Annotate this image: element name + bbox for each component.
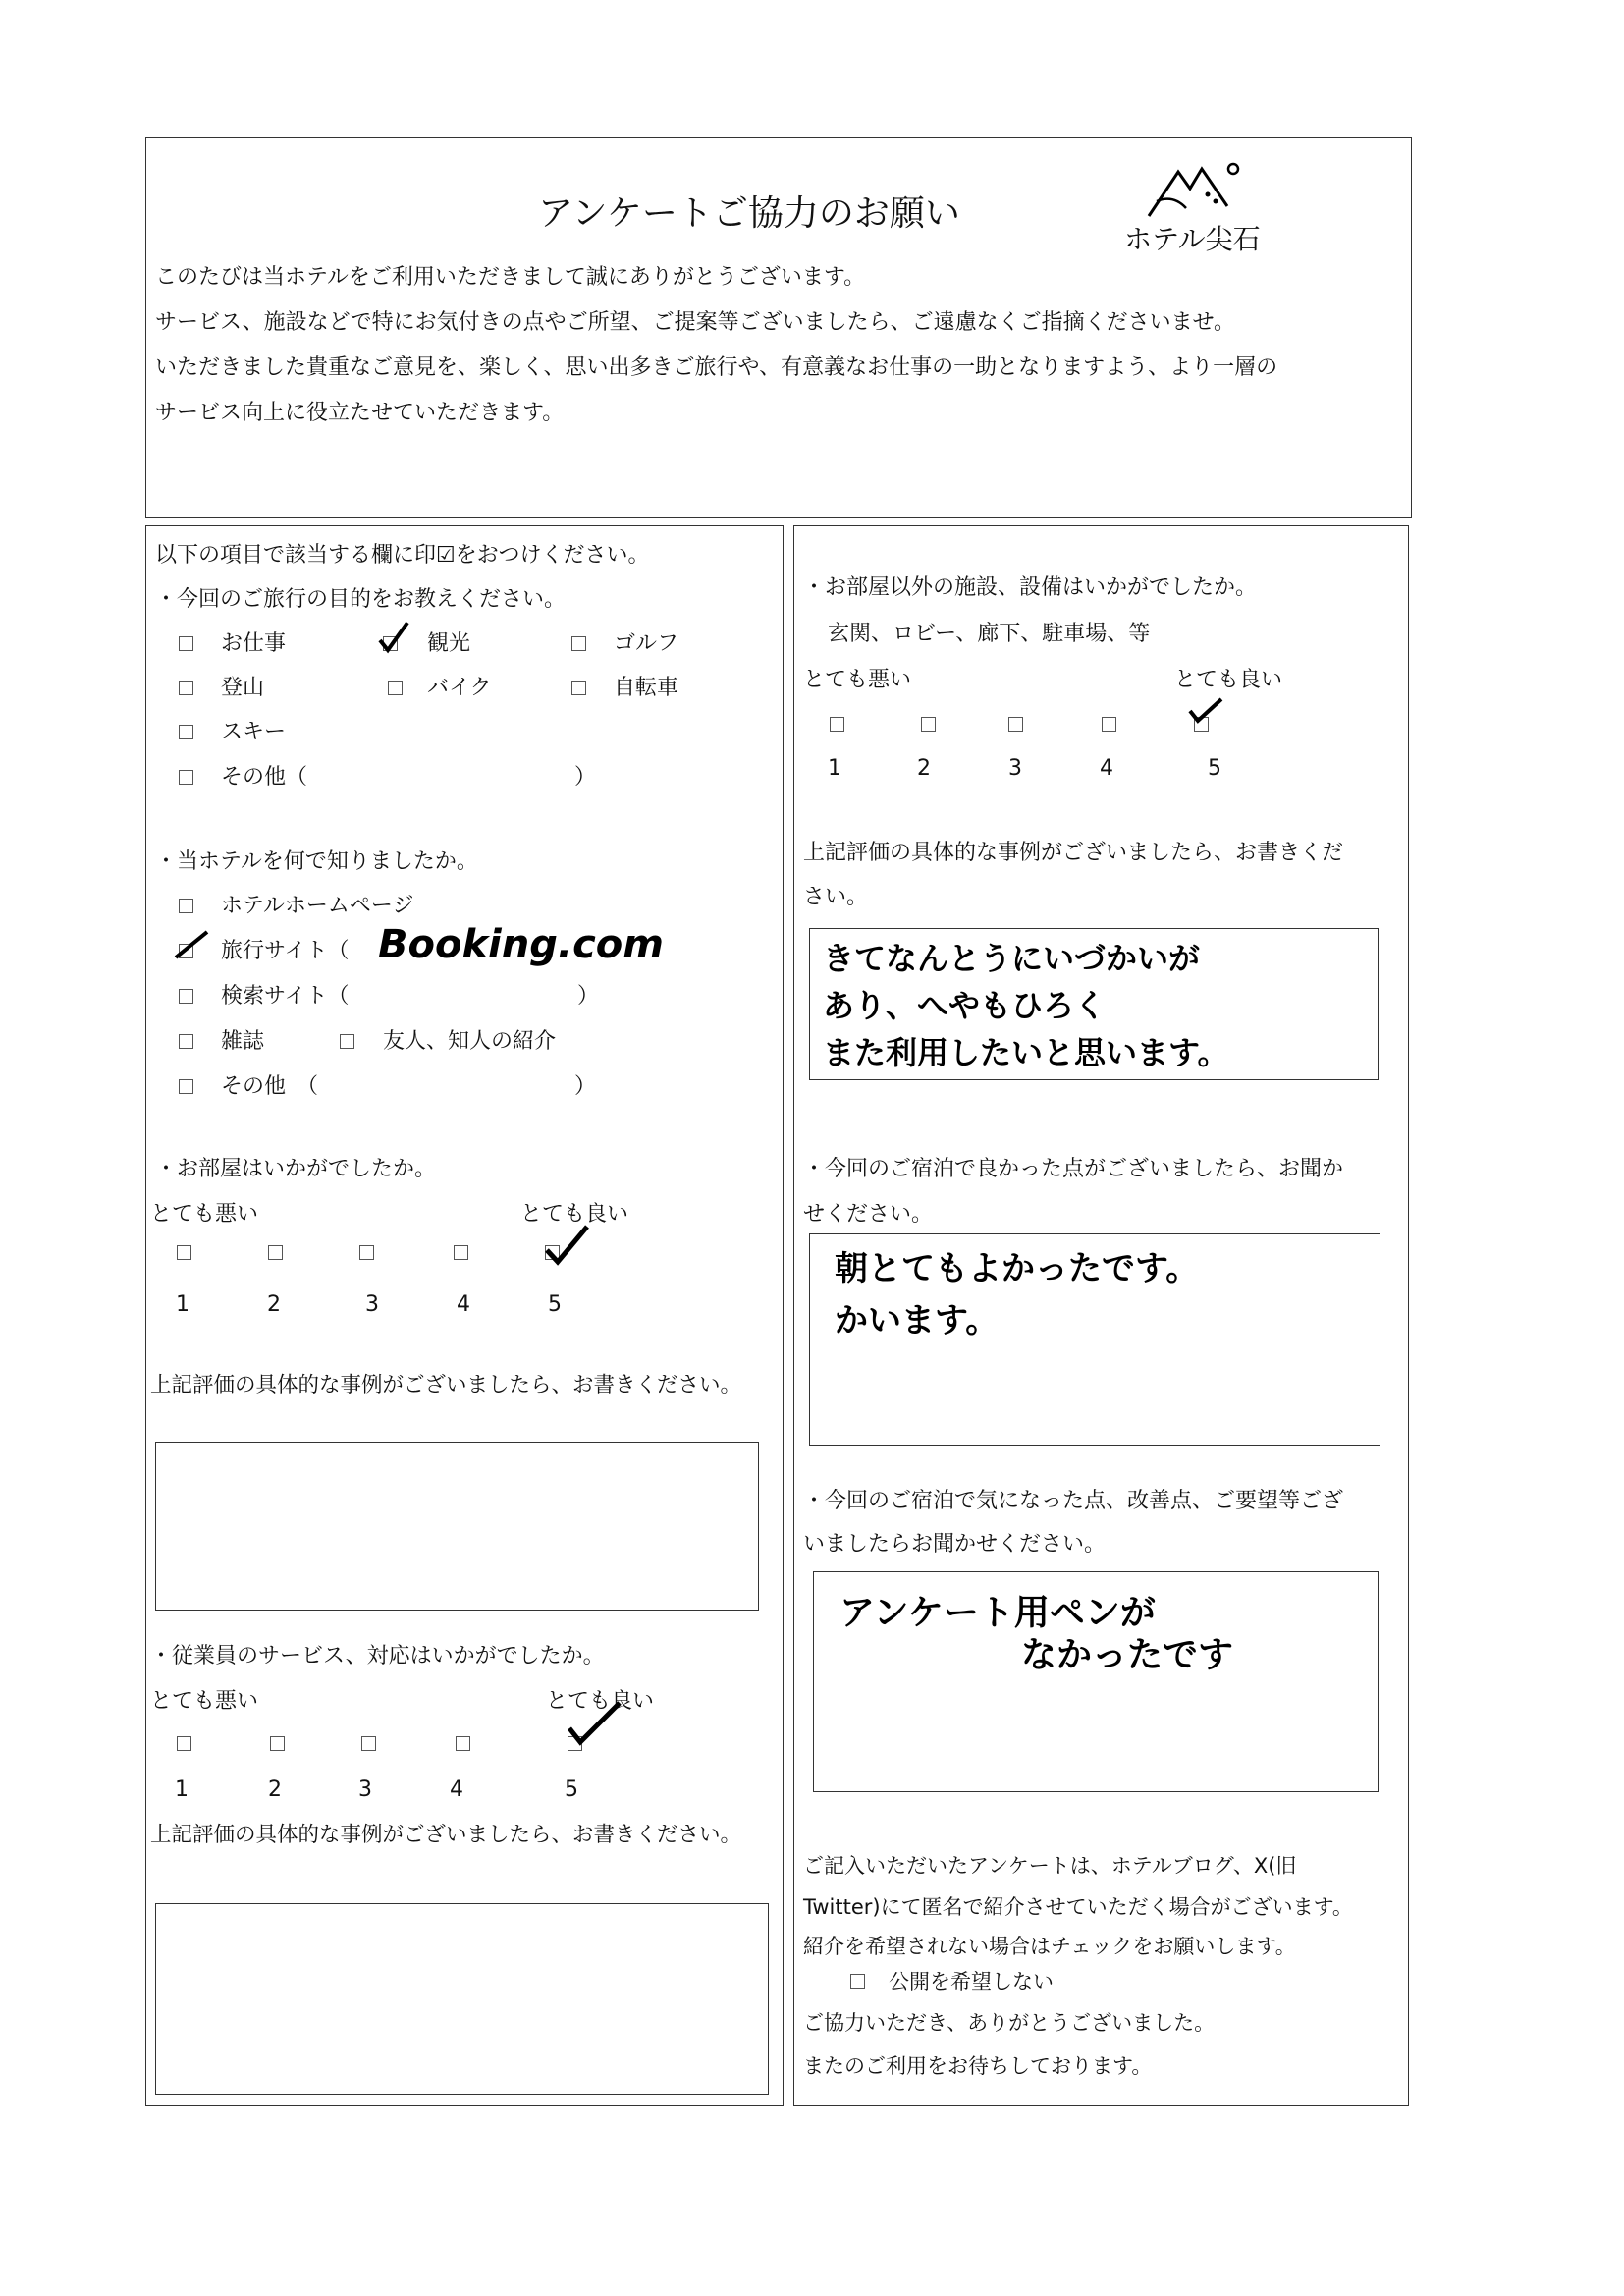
q3-scale-3: 3	[365, 1292, 379, 1317]
q2-option-homepage: ホテルホームページ	[221, 894, 414, 918]
q2-title: ・当ホテルを何で知りましたか。	[155, 849, 478, 874]
q5-scale-3: 3	[1008, 756, 1022, 781]
thanks-line-2: またのご利用をお待ちしております。	[803, 2054, 1153, 2078]
hotel-name: ホテル尖石	[1124, 223, 1261, 255]
q4-check-mark-icon	[565, 1699, 623, 1748]
q2-other-close: ）	[574, 1074, 597, 1099]
q6-answer-line-1: 朝とてもよかったです。	[835, 1249, 1200, 1288]
q4-checkbox-2[interactable]	[270, 1736, 285, 1751]
q2-checkbox-search-site[interactable]	[179, 989, 193, 1004]
q2-option-friend: 友人、知人の紹介	[383, 1029, 557, 1054]
q3-scale-2: 2	[267, 1292, 281, 1317]
q1-checkbox-bike[interactable]	[388, 681, 403, 695]
q5-checkbox-1[interactable]	[830, 717, 844, 732]
q3-checkbox-1[interactable]	[177, 1245, 191, 1260]
q3-checkbox-3[interactable]	[359, 1245, 374, 1260]
intro-line-3: いただきました貴重なご意見を、楽しく、思い出多きご旅行や、有意義なお仕事の一助となりますよう、より一層の	[155, 355, 1278, 380]
q3-scale-1: 1	[176, 1292, 189, 1317]
q1-checkbox-bicycle[interactable]	[571, 681, 586, 695]
instruction: 以下の項目で該当する欄に印☑をおつけください。	[155, 543, 650, 568]
q5-checkbox-2[interactable]	[921, 717, 936, 732]
hotel-logo-icon	[1139, 147, 1257, 226]
optout-label: 公開を希望しない	[889, 1970, 1054, 1994]
thanks-line-1: ご協力いただき、ありがとうございました。	[803, 2011, 1216, 2035]
q5-comment-prompt-2: さい。	[803, 885, 869, 909]
q3-scale-4: 4	[457, 1292, 470, 1317]
q3-check-mark-icon	[542, 1223, 591, 1267]
q5-title: ・お部屋以外の施設、設備はいかがでしたか。	[803, 575, 1258, 600]
q2-checkbox-other[interactable]	[179, 1079, 193, 1094]
q4-comment-box[interactable]	[155, 1903, 769, 2095]
page-title: アンケートご協力のお願い	[538, 193, 960, 234]
q4-scale-4: 4	[450, 1777, 463, 1802]
q3-checkbox-4[interactable]	[454, 1245, 468, 1260]
q4-scale-5: 5	[565, 1777, 578, 1802]
q4-scale-2: 2	[268, 1777, 282, 1802]
q1-option-business: お仕事	[221, 631, 287, 656]
q3-title: ・お部屋はいかがでしたか。	[155, 1157, 437, 1181]
q5-comment-prompt-1: 上記評価の具体的な事例がございましたら、お書きくだ	[803, 841, 1344, 865]
q7-answer-line-1: アンケート用ペンが	[839, 1593, 1156, 1633]
q4-checkbox-1[interactable]	[177, 1736, 191, 1751]
q3-scale-5: 5	[548, 1292, 562, 1317]
q2-option-travel-site: 旅行サイト（	[221, 939, 350, 963]
q2-search-close: ）	[577, 984, 600, 1009]
q1-option-sightseeing: 観光	[427, 631, 471, 656]
q1-option-climbing: 登山	[221, 676, 265, 700]
q1-checkbox-other[interactable]	[179, 770, 193, 785]
q5-low-label: とても悪い	[803, 668, 912, 692]
q5-high-label: とても良い	[1174, 668, 1283, 692]
q2-checkbox-friend[interactable]	[340, 1034, 354, 1049]
q1-option-other: その他（	[221, 765, 308, 790]
q5-answer-line-3: また利用したいと思います。	[823, 1034, 1229, 1071]
footer-line-1: ご記入いただいたアンケートは、ホテルブログ、X(旧	[803, 1854, 1297, 1878]
q6-title-2: せください。	[803, 1202, 934, 1227]
q5-checkbox-3[interactable]	[1008, 717, 1023, 732]
q1-option-ski: スキー	[221, 720, 287, 744]
optout-checkbox[interactable]	[850, 1974, 865, 1989]
q1-checkbox-golf[interactable]	[571, 636, 586, 651]
q7-answer-line-2: なかったです	[1021, 1635, 1234, 1675]
q3-checkbox-2[interactable]	[268, 1245, 283, 1260]
q5-answer-line-2: あり、へやもひろく	[823, 987, 1107, 1024]
q1-title: ・今回のご旅行の目的をお教えください。	[155, 587, 567, 612]
q3-comment-prompt: 上記評価の具体的な事例がございましたら、お書きください。	[150, 1373, 742, 1397]
q1-checkbox-ski[interactable]	[179, 725, 193, 739]
q2-checkbox-homepage[interactable]	[179, 899, 193, 913]
q1-check-mark-icon	[376, 619, 411, 654]
q4-high-label: とても良い	[546, 1689, 655, 1714]
q5-scale-4: 4	[1100, 756, 1113, 781]
q4-scale-3: 3	[358, 1777, 372, 1802]
q5-scale-5: 5	[1208, 756, 1221, 781]
q4-title: ・従業員のサービス、対応はいかがでしたか。	[150, 1644, 605, 1668]
q4-checkbox-4[interactable]	[456, 1736, 470, 1751]
q4-low-label: とても悪い	[150, 1689, 259, 1714]
q1-option-bike: バイク	[427, 676, 492, 700]
q1-other-close: ）	[574, 765, 597, 790]
footer-line-3: 紹介を希望されない場合はチェックをお願いします。	[803, 1935, 1296, 1958]
q1-checkbox-business[interactable]	[179, 636, 193, 651]
q1-option-golf: ゴルフ	[614, 631, 679, 656]
q1-option-bicycle: 自転車	[614, 676, 679, 700]
q2-check-mark-icon	[172, 928, 211, 963]
intro-line-1: このたびは当ホテルをご利用いただきまして誠にありがとうございます。	[155, 265, 866, 290]
q4-comment-prompt: 上記評価の具体的な事例がございましたら、お書きください。	[150, 1823, 742, 1847]
q5-checkbox-4[interactable]	[1102, 717, 1116, 732]
q5-answer-line-1: きてなんとうにいづかいが	[823, 940, 1201, 977]
q6-title-1: ・今回のご宿泊で良かった点がございましたら、お聞か	[803, 1157, 1344, 1181]
q5-check-mark-icon	[1186, 695, 1225, 727]
q5-scale-2: 2	[917, 756, 931, 781]
q2-travel-site-answer: Booking.com	[378, 922, 664, 967]
q4-checkbox-3[interactable]	[361, 1736, 376, 1751]
q3-high-label: とても良い	[520, 1202, 629, 1227]
q6-answer-line-2: かいます。	[835, 1301, 1000, 1340]
q5-scale-1: 1	[828, 756, 841, 781]
intro-line-2: サービス、施設などで特にお気付きの点やご所望、ご提案等ございましたら、ご遠慮なくご指摘くださいませ。	[155, 310, 1236, 335]
q3-low-label: とても悪い	[150, 1202, 259, 1227]
footer-line-2: Twitter)にて匿名で紹介させていただく場合がございます。	[803, 1895, 1353, 1919]
q5-examples: 玄関、ロビー、廊下、駐車場、等	[828, 622, 1151, 646]
q1-checkbox-climbing[interactable]	[179, 681, 193, 695]
q4-scale-1: 1	[175, 1777, 189, 1802]
q2-option-magazine: 雑誌	[221, 1029, 265, 1054]
q2-checkbox-magazine[interactable]	[179, 1034, 193, 1049]
q2-option-search-site: 検索サイト（	[221, 984, 350, 1009]
q7-title-2: いましたらお聞かせください。	[803, 1532, 1107, 1557]
q7-title-1: ・今回のご宿泊で気になった点、改善点、ご要望等ござ	[803, 1489, 1344, 1513]
q2-option-other: その他 （	[221, 1074, 319, 1099]
intro-line-4: サービス向上に役立たせていただきます。	[155, 401, 565, 425]
q3-comment-box[interactable]	[155, 1442, 759, 1611]
